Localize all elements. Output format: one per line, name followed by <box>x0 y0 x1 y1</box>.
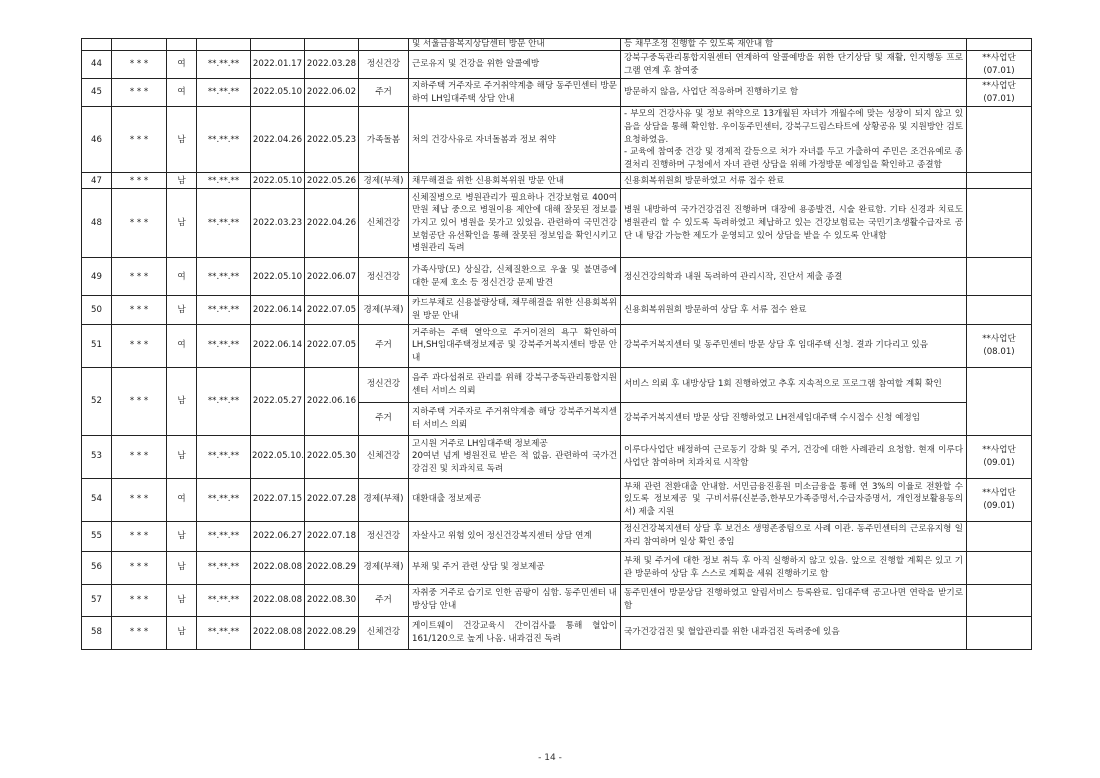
table-row <box>82 173 1032 189</box>
category-cell: 가족돌봄 <box>359 107 409 173</box>
page-number: - 14 - <box>538 753 562 763</box>
content-cell: 채무해결을 위한 신용회복위원 방문 안내 <box>409 173 621 189</box>
row-number-cell: 45 <box>82 79 112 107</box>
content-cell: 자살사고 위험 있어 정신건강복지센터 상담 연계 <box>409 521 621 551</box>
row-number-cell: 56 <box>82 551 112 584</box>
table-row <box>82 324 1032 367</box>
note-cell <box>967 616 1032 649</box>
gender-cell: 남 <box>167 367 197 435</box>
gender-cell: 여 <box>167 324 197 367</box>
gender-cell: 남 <box>167 521 197 551</box>
content-cell: 및 서울금융복지상담센터 방문 안내 <box>409 39 621 51</box>
name-cell: * * * <box>112 435 167 478</box>
content-cell: 카드부채로 신용불량상태, 채무해결을 위한 신용회복위원 방문 안내 <box>409 296 621 324</box>
row-number-cell: 50 <box>82 296 112 324</box>
note-cell <box>967 584 1032 616</box>
content-cell: 대환대출 정보제공 <box>409 478 621 521</box>
category-cell: 경제(부채) <box>359 478 409 521</box>
table-row <box>82 189 1032 258</box>
gender-cell: 남 <box>167 551 197 584</box>
row-number-cell: 52 <box>82 367 112 435</box>
birthdate-cell: **.**.** <box>197 521 251 551</box>
table-row <box>82 107 1032 173</box>
row-number-cell: 58 <box>82 616 112 649</box>
content-cell: 지하주택 거주자로 주거취약계층 해당 강북주거복지센터 서비스 의뢰 <box>409 402 621 435</box>
table-row <box>82 616 1032 649</box>
name-cell: * * * <box>112 107 167 173</box>
table-row <box>82 39 1032 51</box>
category-cell: 주거 <box>359 324 409 367</box>
content-cell: 신체질병으로 병원관리가 필요하나 건강보험료 400여만원 체납 중으로 병원이용 제안에 대해 잘못된 정보를 가지고 있어 병원을 못가고 있었음. 관련하여 국민건강보험공단 유선확인을 통해 잘못된 정보임을 확인시키고 병원관리 독려 <box>409 189 621 258</box>
note-cell <box>967 189 1032 258</box>
result-cell: 강북주거복지센터 및 동주민센터 방문 상담 후 임대주택 신청. 결과 기다리고 있음 <box>621 324 967 367</box>
end-date-cell: 2022.05.30 <box>305 435 359 478</box>
name-cell: * * * <box>112 324 167 367</box>
category-cell: 정신건강 <box>359 521 409 551</box>
result-cell: 국가건강검진 및 혈압관리를 위한 내과검진 독려중에 있음 <box>621 616 967 649</box>
gender-cell: 여 <box>167 79 197 107</box>
gender-cell: 남 <box>167 584 197 616</box>
result-cell: 신용회복위원회 방문하였고 서류 접수 완료 <box>621 173 967 189</box>
end-date-cell: 2022.03.28 <box>305 51 359 79</box>
start-date-cell: 2022.05.10 <box>251 258 305 296</box>
end-date-cell: 2022.07.05 <box>305 324 359 367</box>
birthdate-cell: **.**.** <box>197 478 251 521</box>
start-date-cell: 2022.08.08 <box>251 551 305 584</box>
result-cell: 방문하지 않음, 사업단 적응하며 진행하기로 함 <box>621 79 967 107</box>
gender-cell: 남 <box>167 435 197 478</box>
row-number-cell: 47 <box>82 173 112 189</box>
name-cell: * * * <box>112 296 167 324</box>
birthdate-cell: **.**.** <box>197 584 251 616</box>
birthdate-cell: **.**.** <box>197 551 251 584</box>
end-date-cell: 2022.06.07 <box>305 258 359 296</box>
end-date-cell: 2022.07.28 <box>305 478 359 521</box>
start-date-cell: 2022.01.17 <box>251 51 305 79</box>
table-row <box>82 367 1032 402</box>
gender-cell: 남 <box>167 173 197 189</box>
note-cell <box>967 367 1032 435</box>
row-number-cell: 55 <box>82 521 112 551</box>
category-cell: 정신건강 <box>359 51 409 79</box>
start-date-cell: 2022.08.08 <box>251 584 305 616</box>
content-cell: 음주 과다섭취로 관리를 위해 강북구중독관리통합지원센터 서비스 의뢰 <box>409 367 621 402</box>
content-cell: 게이트웨이 건강교육시 간이검사를 통해 혈압이 161/120으로 높게 나옴. 내과검진 독려 <box>409 616 621 649</box>
category-cell: 주거 <box>359 584 409 616</box>
result-cell: 부채 관련 전환대출 안내함. 서민금융진흥원 미소금융을 통해 연 3%의 이율로 전환할 수 있도록 정보제공 및 구비서류(신분증,한부모가족증명서,수급자증명서, 개인정보활용동의서) 제출 지원 <box>621 478 967 521</box>
name-cell: * * * <box>112 51 167 79</box>
content-cell: 고시원 거주로 LH임대주택 정보제공 20여년 넘게 병원진료 받은 적 없음. 관련하여 국가건강검진 및 치과치료 독려 <box>409 435 621 478</box>
birthdate-cell: **.**.** <box>197 107 251 173</box>
gender-cell: 남 <box>167 189 197 258</box>
category-cell: 주거 <box>359 402 409 435</box>
row-number-cell: 57 <box>82 584 112 616</box>
birthdate-cell: **.**.** <box>197 79 251 107</box>
gender-cell: 남 <box>167 296 197 324</box>
end-date-cell: 2022.06.02 <box>305 79 359 107</box>
birthdate-cell: **.**.** <box>197 435 251 478</box>
start-date-cell: 2022.07.15 <box>251 478 305 521</box>
category-cell: 주거 <box>359 79 409 107</box>
row-number-cell: 53 <box>82 435 112 478</box>
category-cell: 정신건강 <box>359 367 409 402</box>
category-cell: 경제(부채) <box>359 173 409 189</box>
result-cell: 정신건강의학과 내원 독려하여 관리시작, 진단서 제출 종결 <box>621 258 967 296</box>
start-date-cell: 2022.06.27 <box>251 521 305 551</box>
birthdate-cell: **.**.** <box>197 367 251 435</box>
name-cell: * * * <box>112 478 167 521</box>
start-date-cell: 2022.06.14 <box>251 296 305 324</box>
birthdate-cell: **.**.** <box>197 51 251 79</box>
start-date-cell: 2022.06.14 <box>251 324 305 367</box>
result-cell: 신용회복위원회 방문하여 상담 후 서류 접수 완료 <box>621 296 967 324</box>
table-row <box>82 296 1032 324</box>
note-cell: **사업단(07.01) <box>967 51 1032 79</box>
name-cell: * * * <box>112 189 167 258</box>
end-date-cell: 2022.08.29 <box>305 551 359 584</box>
result-cell: 등 채무조정 진행할 수 있도록 재안내 함 <box>621 39 967 51</box>
note-cell: **사업단(08.01) <box>967 324 1032 367</box>
result-cell: 서비스 의뢰 후 내방상담 1회 진행하였고 추후 지속적으로 프로그램 참여할 계획 확인 <box>621 367 967 402</box>
note-cell <box>967 521 1032 551</box>
content-cell: 부채 및 주거 관련 상담 및 정보제공 <box>409 551 621 584</box>
note-cell: **사업단(09.01) <box>967 435 1032 478</box>
table-row <box>82 551 1032 584</box>
row-number-cell: 46 <box>82 107 112 173</box>
result-cell: 강북구중독관리통합지원센터 연계하여 알콜예방을 위한 단기상담 및 재활, 인지행동 프로그램 연계 후 참여중 <box>621 51 967 79</box>
note-cell <box>967 258 1032 296</box>
content-cell: 처의 건강사유로 자녀돌봄과 정보 취약 <box>409 107 621 173</box>
start-date-cell: 2022.08.08 <box>251 616 305 649</box>
name-cell: * * * <box>112 616 167 649</box>
start-date-cell: 2022.05.10 <box>251 79 305 107</box>
row-number-cell: 51 <box>82 324 112 367</box>
result-cell: 정신건강복지센터 상담 후 보건소 생명존중팀으로 사례 이관. 동주민센터의 근로유지형 일자리 참여하며 일상 확인 중임 <box>621 521 967 551</box>
end-date-cell: 2022.05.26 <box>305 173 359 189</box>
gender-cell: 여 <box>167 258 197 296</box>
note-cell <box>967 296 1032 324</box>
end-date-cell: 2022.08.29 <box>305 616 359 649</box>
start-date-cell: 2022.05.10. <box>251 435 305 478</box>
category-cell: 정신건강 <box>359 258 409 296</box>
result-cell: 부채 및 주거에 대한 정보 취득 후 아직 실행하지 않고 있음. 앞으로 진행할 계획은 있고 기관 방문하여 상담 후 스스로 계획을 세워 진행하기로 함 <box>621 551 967 584</box>
name-cell: * * * <box>112 521 167 551</box>
name-cell: * * * <box>112 79 167 107</box>
result-cell: - 부모의 건강사유 및 정보 취약으로 13개월된 자녀가 개월수에 맞는 성장이 되지 않고 있음을 상담을 통해 확인함. 우이동주민센터, 강북구드림스타트에 상황공유 및 지원방안 검토 요청하였음. - 교육에 참여중 건강 및 경제적 갈등으로 처가 자녀를 두고 가출하여 주민은 조건유예로 종결처리 진행하며 구청에서 자녀 관련 상담을 위해 가정방문 예정임을 확인하고 종결함 <box>621 107 967 173</box>
name-cell: * * * <box>112 258 167 296</box>
table-row <box>82 584 1032 616</box>
end-date-cell: 2022.05.23 <box>305 107 359 173</box>
table-row <box>82 258 1032 296</box>
content-cell: 근로유지 및 건강을 위한 알콜예방 <box>409 51 621 79</box>
category-cell: 경제(부채) <box>359 296 409 324</box>
birthdate-cell: **.**.** <box>197 324 251 367</box>
row-number-cell: 48 <box>82 189 112 258</box>
content-cell: 가족사망(모) 상실감, 신체질환으로 우울 및 불면증에 대한 문제 호소 등 정신건강 문제 발견 <box>409 258 621 296</box>
note-cell: **사업단(09.01) <box>967 478 1032 521</box>
start-date-cell: 2022.04.26 <box>251 107 305 173</box>
row-number-cell: 44 <box>82 51 112 79</box>
result-cell: 동주민센어 방문상담 진행하였고 알림서비스 등록완료. 임대주택 공고나면 연락을 받기로 함 <box>621 584 967 616</box>
start-date-cell: 2022.05.10 <box>251 173 305 189</box>
category-cell: 신체건강 <box>359 616 409 649</box>
gender-cell: 여 <box>167 51 197 79</box>
result-cell: 병원 내방하여 국가건강검진 진행하며 대장에 용종발견, 시술 완료함. 기타 신경과 치료도 병원관리 할 수 있도록 독려하였고 체납하고 있는 건강보험료는 국민기초생활수급자로 공단 내 탕감 가능한 제도가 운영되고 있어 상담을 받을 수 있도록 안내함 <box>621 189 967 258</box>
result-cell: 이루다사업단 배정하여 근로동기 강화 및 주거, 건강에 대한 사례관리 요청함. 현재 이루다사업단 참여하며 치과치료 시작함 <box>621 435 967 478</box>
category-cell: 경제(부채) <box>359 551 409 584</box>
birthdate-cell: **.**.** <box>197 296 251 324</box>
case-table <box>81 38 1032 650</box>
content-cell: 자취중 거주로 습기로 인한 곰팡이 심함. 동주민센터 내방상담 안내 <box>409 584 621 616</box>
start-date-cell: 2022.03.23 <box>251 189 305 258</box>
gender-cell: 남 <box>167 107 197 173</box>
name-cell: * * * <box>112 551 167 584</box>
end-date-cell: 2022.08.30 <box>305 584 359 616</box>
birthdate-cell: **.**.** <box>197 258 251 296</box>
start-date-cell: 2022.05.27 <box>251 367 305 435</box>
end-date-cell: 2022.07.18 <box>305 521 359 551</box>
name-cell: * * * <box>112 173 167 189</box>
category-cell: 신체건강 <box>359 189 409 258</box>
result-cell: 강북주거복지센터 방문 상담 진행하였고 LH전세임대주택 수시접수 신청 예정임 <box>621 402 967 435</box>
note-cell <box>967 551 1032 584</box>
gender-cell: 남 <box>167 616 197 649</box>
table-row <box>82 79 1032 107</box>
row-number-cell: 49 <box>82 258 112 296</box>
end-date-cell: 2022.07.05 <box>305 296 359 324</box>
name-cell: * * * <box>112 584 167 616</box>
birthdate-cell: **.**.** <box>197 189 251 258</box>
table-row <box>82 51 1032 79</box>
note-cell <box>967 173 1032 189</box>
birthdate-cell: **.**.** <box>197 173 251 189</box>
note-cell: **사업단(07.01) <box>967 79 1032 107</box>
gender-cell: 여 <box>167 478 197 521</box>
table-row <box>82 521 1032 551</box>
row-number-cell: 54 <box>82 478 112 521</box>
name-cell: * * * <box>112 367 167 435</box>
note-cell <box>967 107 1032 173</box>
end-date-cell: 2022.06.16 <box>305 367 359 435</box>
content-cell: 지하주택 거주자로 주거취약계층 해당 동주민센터 방문하여 LH임대주택 상담 안내 <box>409 79 621 107</box>
end-date-cell: 2022.04.26 <box>305 189 359 258</box>
table-row <box>82 478 1032 521</box>
birthdate-cell: **.**.** <box>197 616 251 649</box>
category-cell: 신체건강 <box>359 435 409 478</box>
content-cell: 거주하는 주택 열악으로 주거이전의 욕구 확인하여 LH,SH임대주택정보제공 및 강북주거복지센터 방문 안내 <box>409 324 621 367</box>
table-row <box>82 435 1032 478</box>
